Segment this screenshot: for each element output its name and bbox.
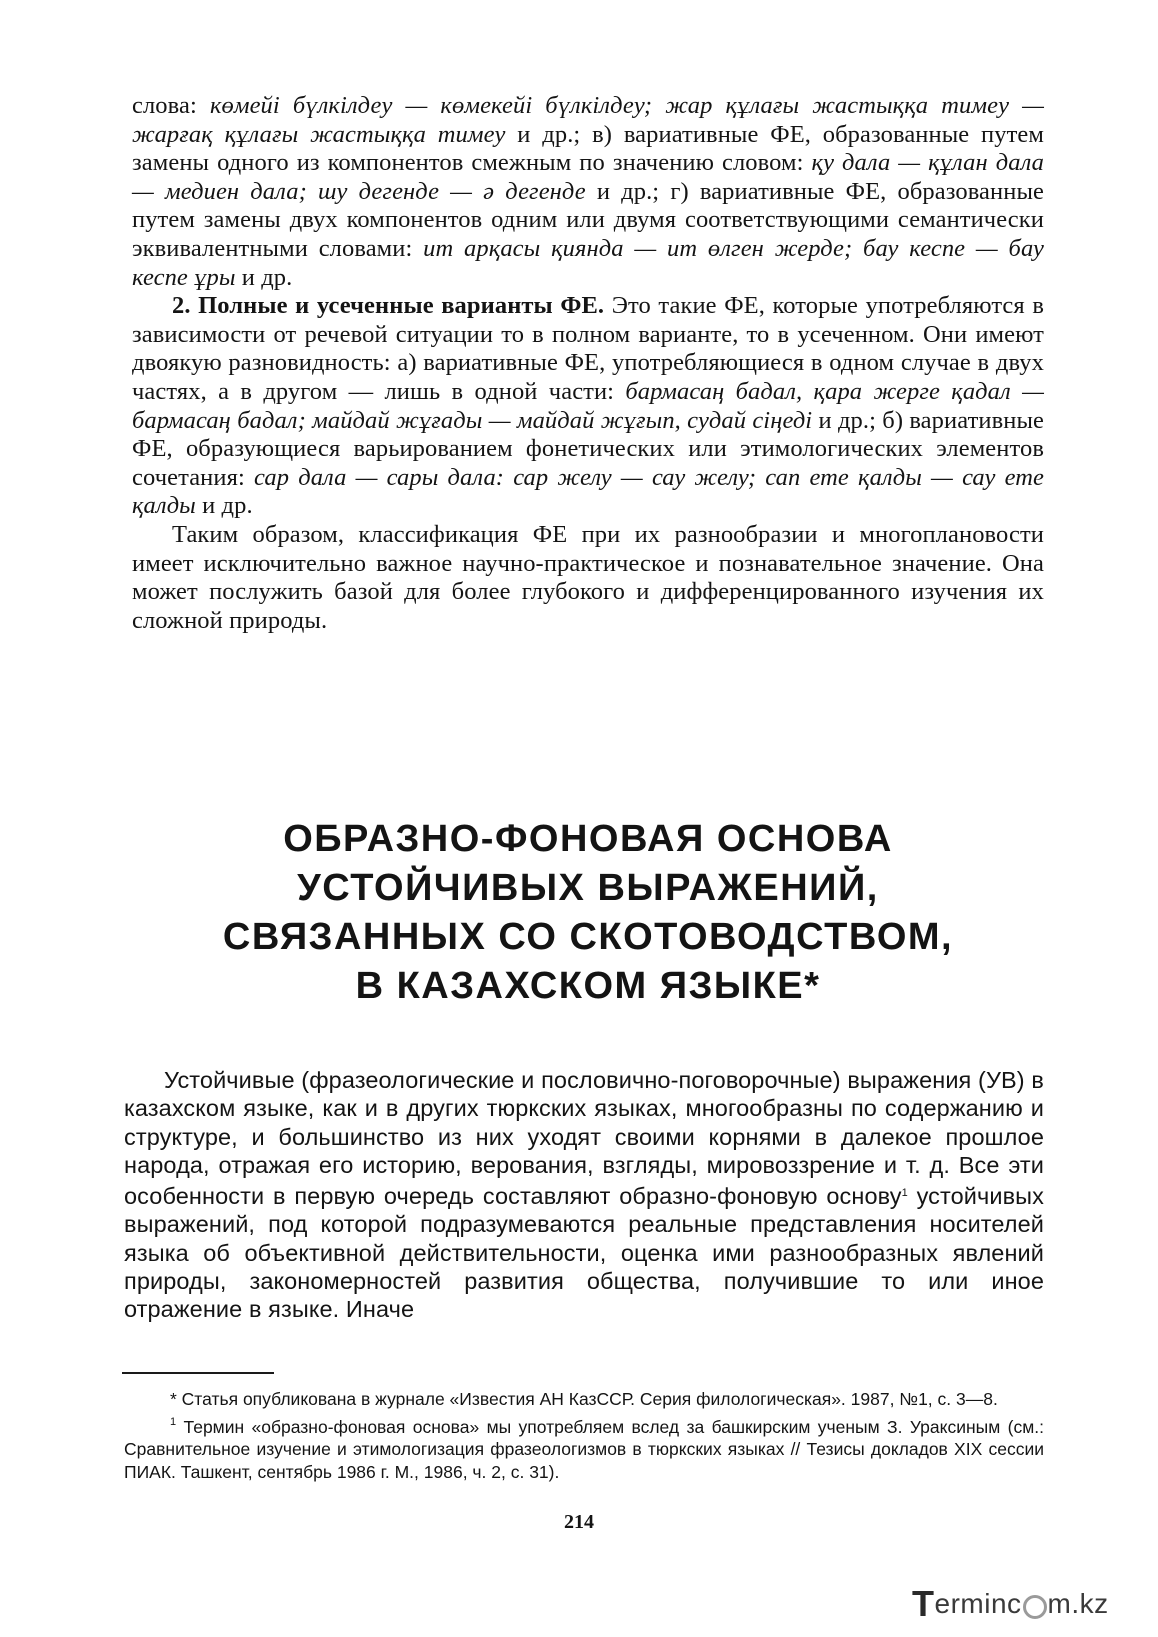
text-run: и др.; г) вариативные ФЕ, образованные путем замены двух компонентов одним или двумя соответствующими семантически эквивалентными словами: bbox=[132, 177, 1044, 262]
footnote-1 bbox=[124, 1411, 1044, 1484]
footnote-1-text: Термин «образно-фоновая основа» мы употребляем вслед за башкирским ученым З. Ураксиным (см.: Сравнительное изучение и этимологизация фразеологизмов в тюркских языках // Тезисы докладов XIX сессии ПИАК. Ташкент, сентябрь 1986 г. М., 1986, ч. 2, с. 31). bbox=[124, 1416, 1044, 1482]
section-1 bbox=[132, 92, 1044, 635]
article-paragraph-1 bbox=[124, 1066, 1044, 1324]
text-run: и др.; в) вариативные ФЕ, образованные путем замены одного из компонентов смежным по значению словом: bbox=[132, 120, 1044, 177]
bold-heading-run: 2. Полные и усеченные варианты ФЕ. bbox=[172, 292, 605, 320]
paragraph-full-truncated-variants bbox=[132, 292, 1044, 521]
paragraph-conclusion: Таким образом, классификация ФЕ при их разнообразии и многоплановости имеет исключительно важное научно-практическое и познавательное значение. Она может послужить базой для более глубокого и дифференцированного изучения их сложной природы. bbox=[132, 520, 1044, 634]
footnote-ref-1: 1 bbox=[901, 1187, 908, 1200]
article-title-line-2: УСТОЙЧИВЫХ ВЫРАЖЕНИЙ, bbox=[297, 867, 879, 909]
article-body bbox=[124, 1066, 1044, 1324]
text-run: слова: bbox=[132, 92, 210, 119]
footnote-separator bbox=[122, 1372, 274, 1374]
article-title-line-4: В КАЗАХСКОМ ЯЗЫКЕ* bbox=[355, 965, 821, 1007]
watermark-text-a: erminc bbox=[934, 1588, 1022, 1619]
termincom-watermark-logo bbox=[912, 1584, 1109, 1624]
italic-example-run: сар дала — сары дала: сар желу — сау желу; сап ете қалды — сау ете қалды bbox=[132, 463, 1044, 520]
watermark-text-b: m.kz bbox=[1047, 1588, 1109, 1619]
text-run: и др. bbox=[235, 263, 293, 291]
watermark-letter-t: T bbox=[912, 1583, 935, 1624]
paragraph-variants-continued bbox=[132, 92, 1044, 292]
article-paragraph-1-text-a: Устойчивые (фразеологические и пословично-поговорочные) выражения (УВ) в казахском языке, как и в других тюркских языках, многообразны по содержанию и структуре, и большинство из них уходят своими корнями в далекое прошлое народа, отражая его историю, верования, взгляды, мировоззрение и т. д. Все эти особенности в первую очередь составляют образно-фоновую основу bbox=[124, 1067, 1044, 1210]
footnotes bbox=[124, 1388, 1044, 1483]
italic-example-run: ит арқасы қиянда — ит өлген жерде; бау кеспе — бау кеспе ұры bbox=[132, 234, 1044, 291]
italic-example-run: қу дала — құлан дала — медиен дала; шу дегенде — ә дегенде bbox=[132, 149, 1044, 205]
text-run: и др. bbox=[195, 492, 253, 520]
article-title-line-1: ОБРАЗНО-ФОНОВАЯ ОСНОВА bbox=[283, 818, 893, 860]
text-run: и др.; б) вариативные ФЕ, образующиеся варьированием фонетических или этимологических элементов сочетания: bbox=[132, 406, 1044, 491]
article-paragraph-1-text-b: устойчивых выражений, под которой подразумеваются реальные представления носителей языка об объективной действительности, оценка ими разнообразных явлений природы, закономерностей развития общества, получившие то или иное отражение в языке. Иначе bbox=[124, 1183, 1045, 1323]
footnote-1-mark: 1 bbox=[170, 1415, 177, 1428]
italic-example-run: бармасаң бадал, қара жерге қадал — бармасаң бадал; майдай жұғады — майдай жұғып, судай сіңеді bbox=[132, 377, 1044, 434]
article-title bbox=[132, 815, 1044, 1011]
text-run: Это такие ФЕ, которые употребляются в зависимости от речевой ситуации то в полном варианте, то в усеченном. Они имеют двоякую разновидность: а) вариативные ФЕ, употребляющиеся в одном случае в двух частях, а в другом — лишь в одной части: bbox=[132, 292, 1044, 405]
footnote-asterisk: * Статья опубликована в журнале «Известия АН КазССР. Серия филологическая». 1987, №1, с. 3—8. bbox=[170, 1389, 998, 1409]
italic-example-run: көмейі бүлкілдеу — көмекейі бүлкілдеу; жар құлағы жастыққа тимеу — жарғақ құлағы жастыққа тимеу bbox=[132, 92, 1044, 148]
magnifier-icon bbox=[1023, 1595, 1047, 1619]
article-title-line-3: СВЯЗАННЫХ СО СКОТОВОДСТВОМ, bbox=[222, 916, 954, 958]
page-number: 214 bbox=[564, 1511, 594, 1533]
